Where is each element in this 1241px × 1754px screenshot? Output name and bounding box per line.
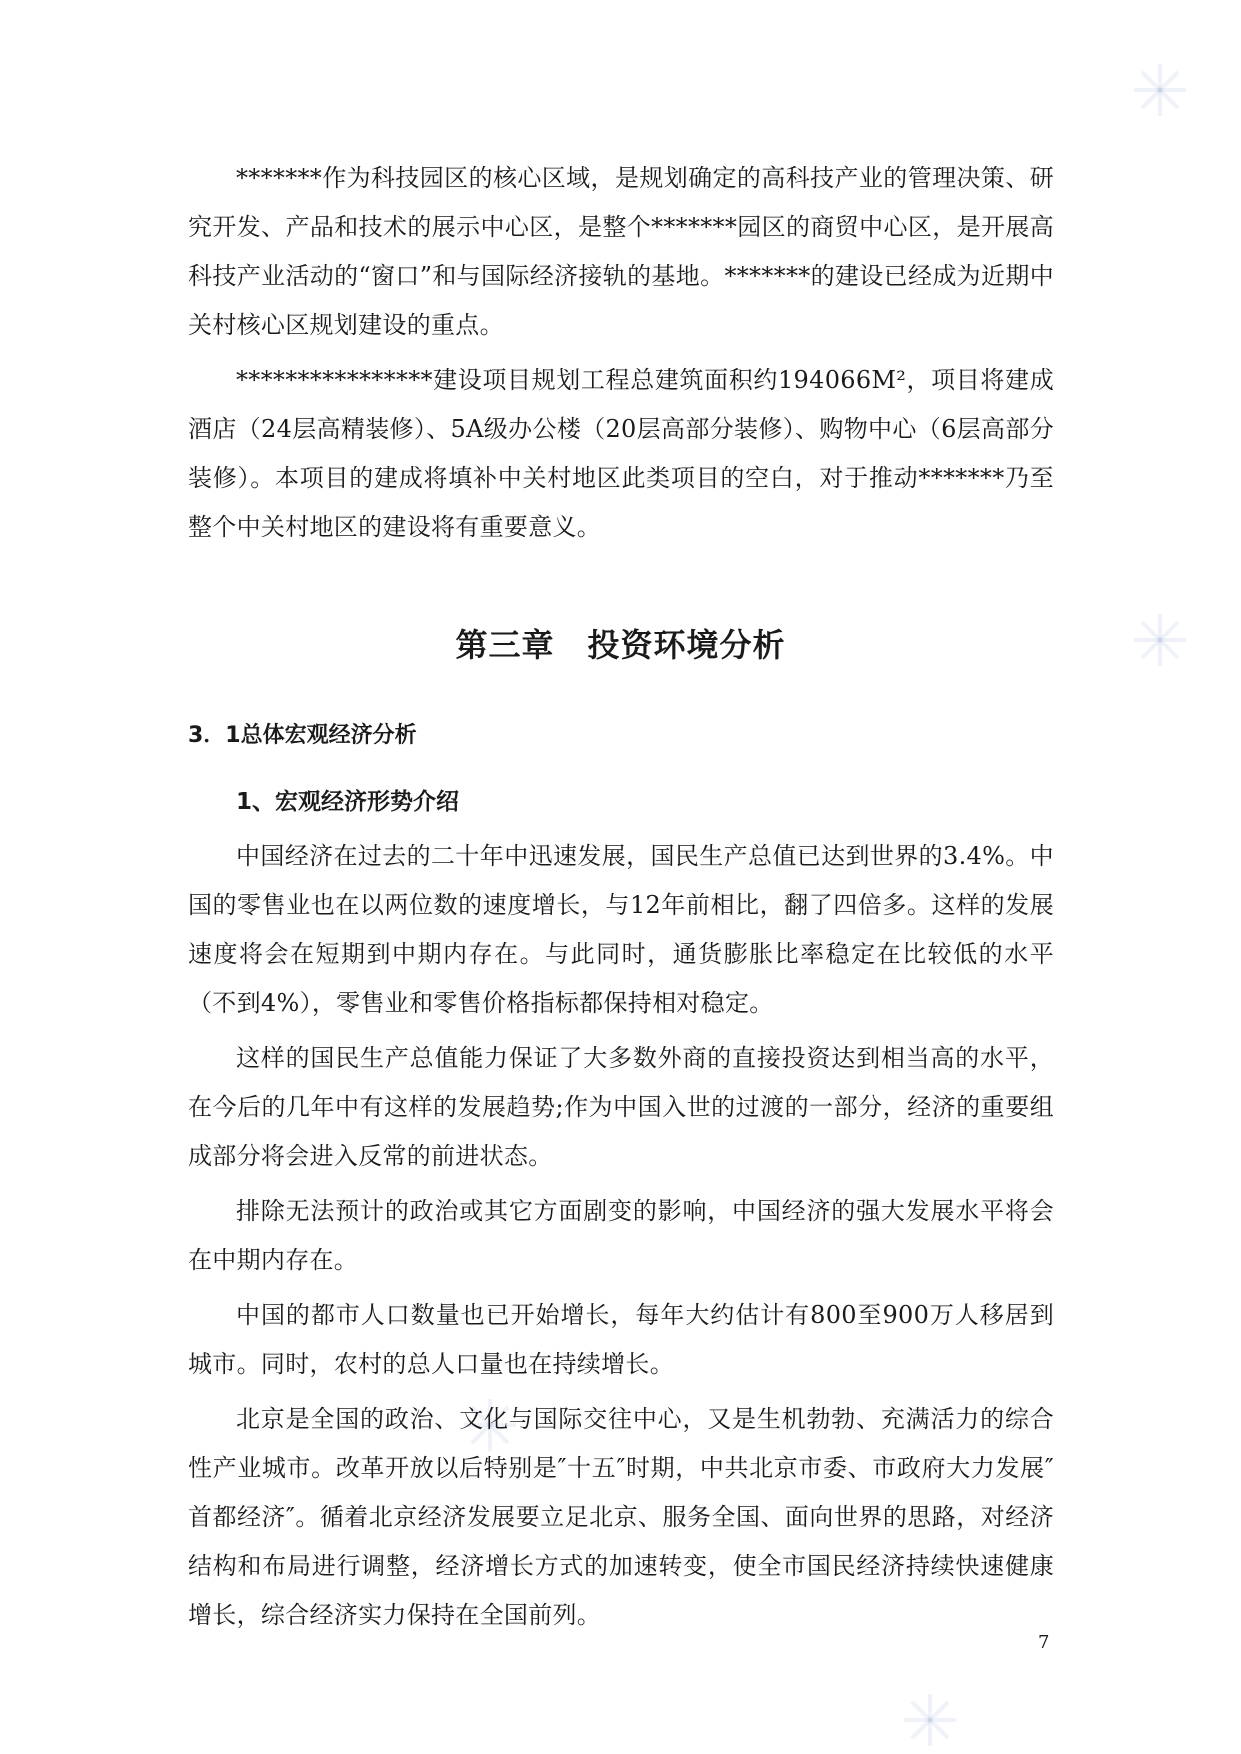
macro-economy-text-block (188, 832, 1054, 1640)
watermark-flake-icon (1130, 60, 1190, 120)
subsection-title: 1、宏观经济形势介绍 (236, 789, 460, 815)
intro-paragraph: *******作为科技园区的核心区域，是规划确定的高科技产业的管理决策、研究开发、产品和技术的展示中心区，是整个*******园区的商贸中心区，是开展高科技产业活动的“窗口”和与国际经济接轨的基地。*******的建设已经成为近期中关村核心区规划建设的重点。 (188, 164, 1054, 339)
chapter-title: 第三章 投资环境分析 (455, 626, 786, 664)
macro-paragraph: 排除无法预计的政治或其它方面剧变的影响，中国经济的强大发展水平将会在中期内存在。 (188, 1197, 1054, 1274)
macro-paragraph: 中国经济在过去的二十年中迅速发展，国民生产总值已达到世界的3.4%。中国的零售业也在以两位数的速度增长，与12年前相比，翻了四倍多。这样的发展速度将会在短期到中期内存在。与此同时，通货膨胀比率稳定在比较低的水平（不到4%），零售业和零售价格指标都保持相对稳定。 (188, 842, 1054, 1017)
macro-paragraph: 北京是全国的政治、文化与国际交往中心，又是生机勃勃、充满活力的综合性产业城市。改革开放以后特别是″十五″时期，中共北京市委、市政府大力发展″首都经济″。循着北京经济发展要立足北京、服务全国、面向世界的思路，对经济结构和布局进行调整，经济增长方式的加速转变，使全市国民经济持续快速健康增长，综合经济实力保持在全国前列。 (188, 1405, 1054, 1629)
page-number: 7 (1038, 1632, 1050, 1653)
intro-text-block (188, 154, 1054, 552)
macro-paragraph: 这样的国民生产总值能力保证了大多数外商的直接投资达到相当高的水平，在今后的几年中有这样的发展趋势;作为中国入世的过渡的一部分，经济的重要组成部分将会进入反常的前进状态。 (188, 1044, 1054, 1170)
watermark-flake-icon (900, 1690, 960, 1750)
intro-paragraph: ****************建设项目规划工程总建筑面积约194066M²，项目将建成酒店（24层高精装修）、5A级办公楼（20层高部分装修）、购物中心（6层高部分装修）。本项目的建成将填补中关村地区此类项目的空白，对于推动*******乃至整个中关村地区的建设将有重要意义。 (188, 366, 1054, 541)
section-title: 3．1总体宏观经济分析 (188, 723, 417, 748)
macro-paragraph: 中国的都市人口数量也已开始增长，每年大约估计有800至900万人移居到城市。同时，农村的总人口量也在持续增长。 (188, 1301, 1054, 1378)
